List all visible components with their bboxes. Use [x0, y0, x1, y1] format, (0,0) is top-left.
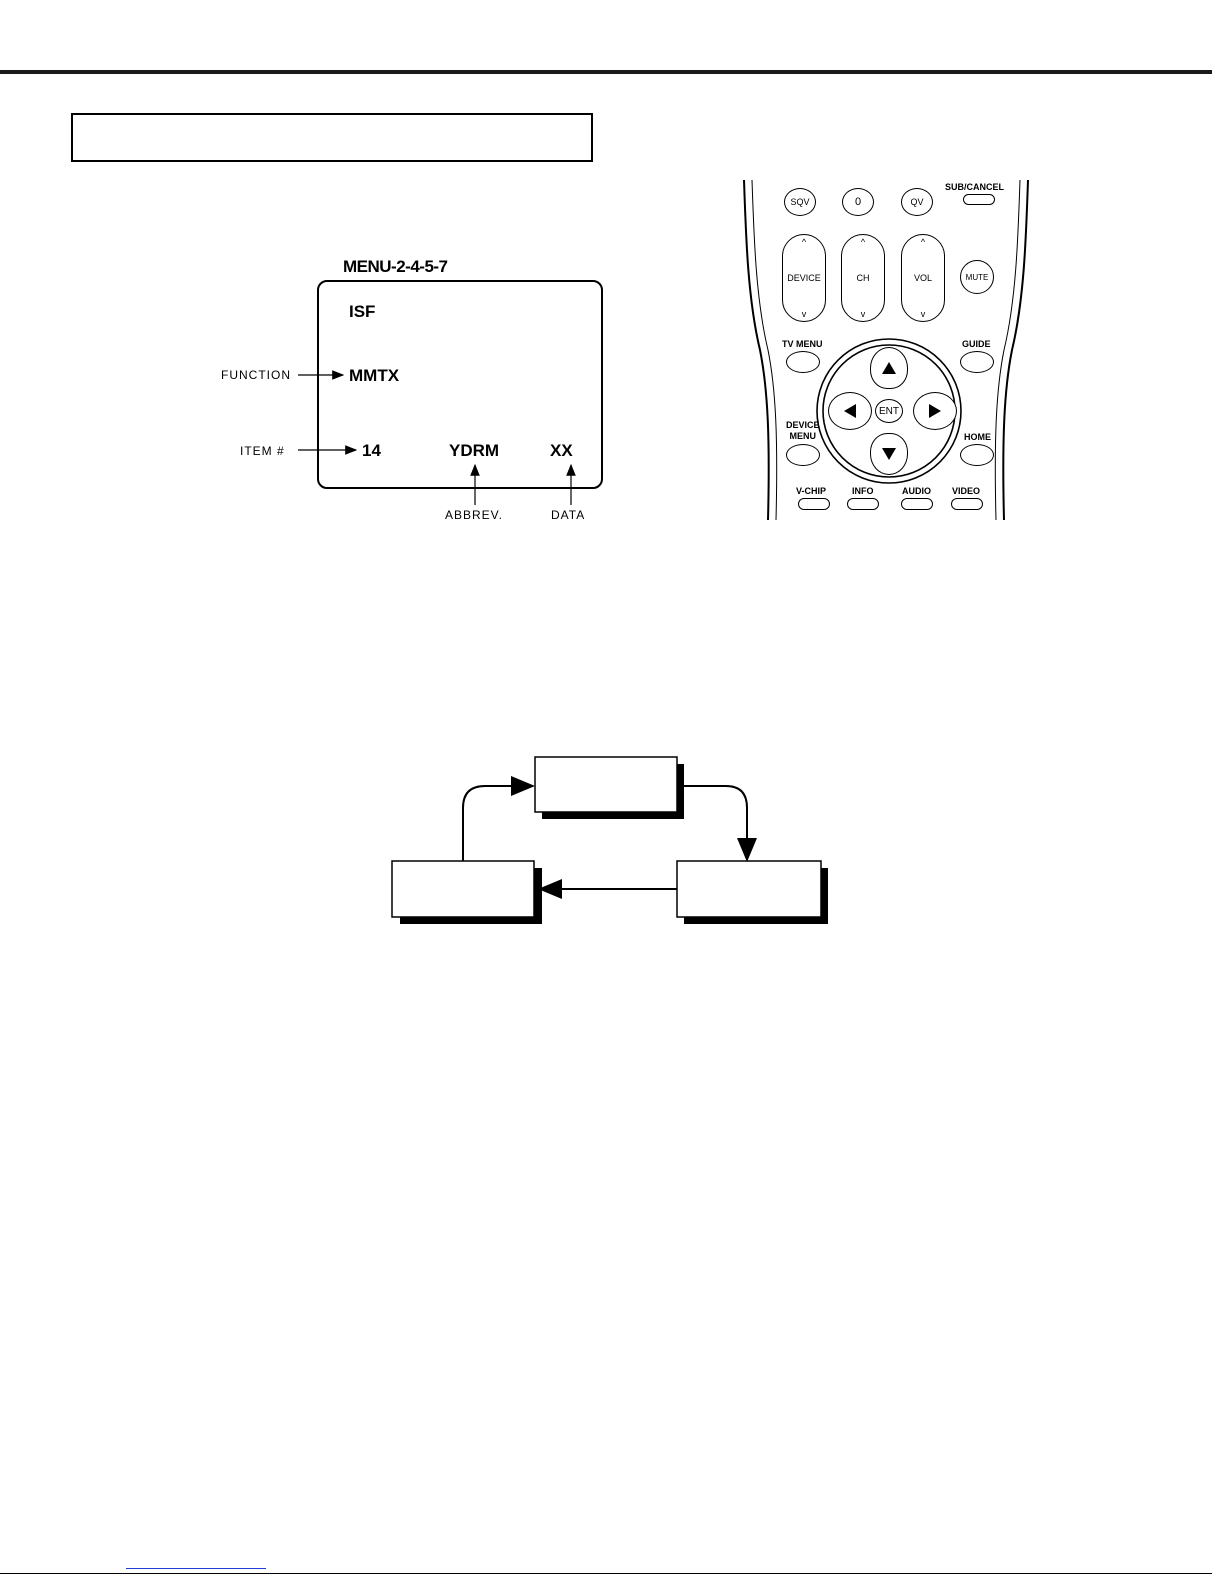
device-up-icon: ^ — [801, 237, 807, 247]
data-callout: DATA — [551, 508, 586, 522]
device-menu-label — [786, 420, 820, 442]
sub-cancel-label: SUB/CANCEL — [945, 182, 1005, 192]
mute-button[interactable]: MUTE — [960, 260, 994, 294]
home-button[interactable] — [960, 444, 994, 466]
top-box — [535, 757, 677, 812]
info-button[interactable] — [847, 498, 879, 510]
right-arrow-button[interactable] — [913, 392, 957, 430]
osd-item-number: 14 — [362, 441, 381, 460]
item-callout: ITEM # — [240, 444, 285, 458]
sub-cancel-button[interactable] — [963, 194, 995, 205]
down-arrow-button[interactable] — [870, 433, 908, 475]
device-label: DEVICE — [787, 273, 821, 283]
audio-label: AUDIO — [902, 486, 931, 496]
info-label: INFO — [852, 486, 874, 496]
guide-label: GUIDE — [962, 339, 991, 349]
abbrev-callout: ABBREV. — [445, 508, 503, 522]
video-button[interactable] — [951, 498, 983, 510]
audio-button[interactable] — [901, 498, 933, 510]
video-label: VIDEO — [952, 486, 981, 496]
up-arrow-icon — [882, 362, 896, 374]
ch-rocker[interactable] — [841, 234, 885, 322]
osd-abbreviation: YDRM — [449, 441, 500, 460]
left-arrow-button[interactable] — [828, 392, 872, 430]
vol-label: VOL — [913, 273, 932, 283]
tv-menu-button[interactable] — [786, 351, 820, 373]
up-arrow-button[interactable] — [870, 347, 908, 389]
footer-rule — [0, 1573, 1212, 1574]
ch-down-icon: v — [860, 309, 866, 319]
right-arrow-icon — [929, 404, 941, 418]
ent-button[interactable]: ENT — [875, 399, 903, 423]
device-rocker[interactable] — [782, 234, 826, 322]
left-to-top-arrow — [463, 786, 533, 861]
tv-menu-label: TV MENU — [782, 339, 823, 349]
ch-label: CH — [856, 273, 870, 283]
vol-down-icon: v — [920, 309, 926, 319]
left-box — [392, 861, 534, 917]
qv-button[interactable]: QV — [901, 188, 933, 216]
function-callout: FUNCTION — [221, 368, 291, 382]
guide-button[interactable] — [960, 351, 994, 373]
vchip-button[interactable] — [798, 498, 830, 510]
osd-data-value: XX — [550, 441, 573, 460]
zero-button[interactable]: 0 — [842, 188, 874, 216]
remote-control — [738, 180, 1038, 520]
device-menu-button[interactable] — [786, 444, 820, 466]
osd-mode: ISF — [349, 302, 376, 321]
ch-up-icon: ^ — [860, 237, 866, 247]
sqv-button[interactable]: SQV — [784, 188, 816, 216]
vol-rocker[interactable] — [901, 234, 945, 322]
osd-function: MMTX — [349, 366, 400, 385]
footer-link-underline[interactable] — [126, 1568, 266, 1569]
down-arrow-icon — [882, 448, 896, 460]
right-box — [677, 861, 821, 917]
osd-menu-path: MENU-2-4-5-7 — [343, 257, 448, 276]
top-to-right-arrow — [684, 786, 747, 860]
device-menu-label-line2: MENU — [789, 431, 816, 441]
device-down-icon: v — [801, 309, 807, 319]
vchip-label: V-CHIP — [796, 486, 827, 496]
cycle-diagram — [380, 750, 840, 940]
home-label: HOME — [964, 432, 991, 442]
device-menu-label-line1: DEVICE — [786, 420, 820, 430]
vol-up-icon: ^ — [920, 237, 926, 247]
left-arrow-icon — [844, 404, 856, 418]
